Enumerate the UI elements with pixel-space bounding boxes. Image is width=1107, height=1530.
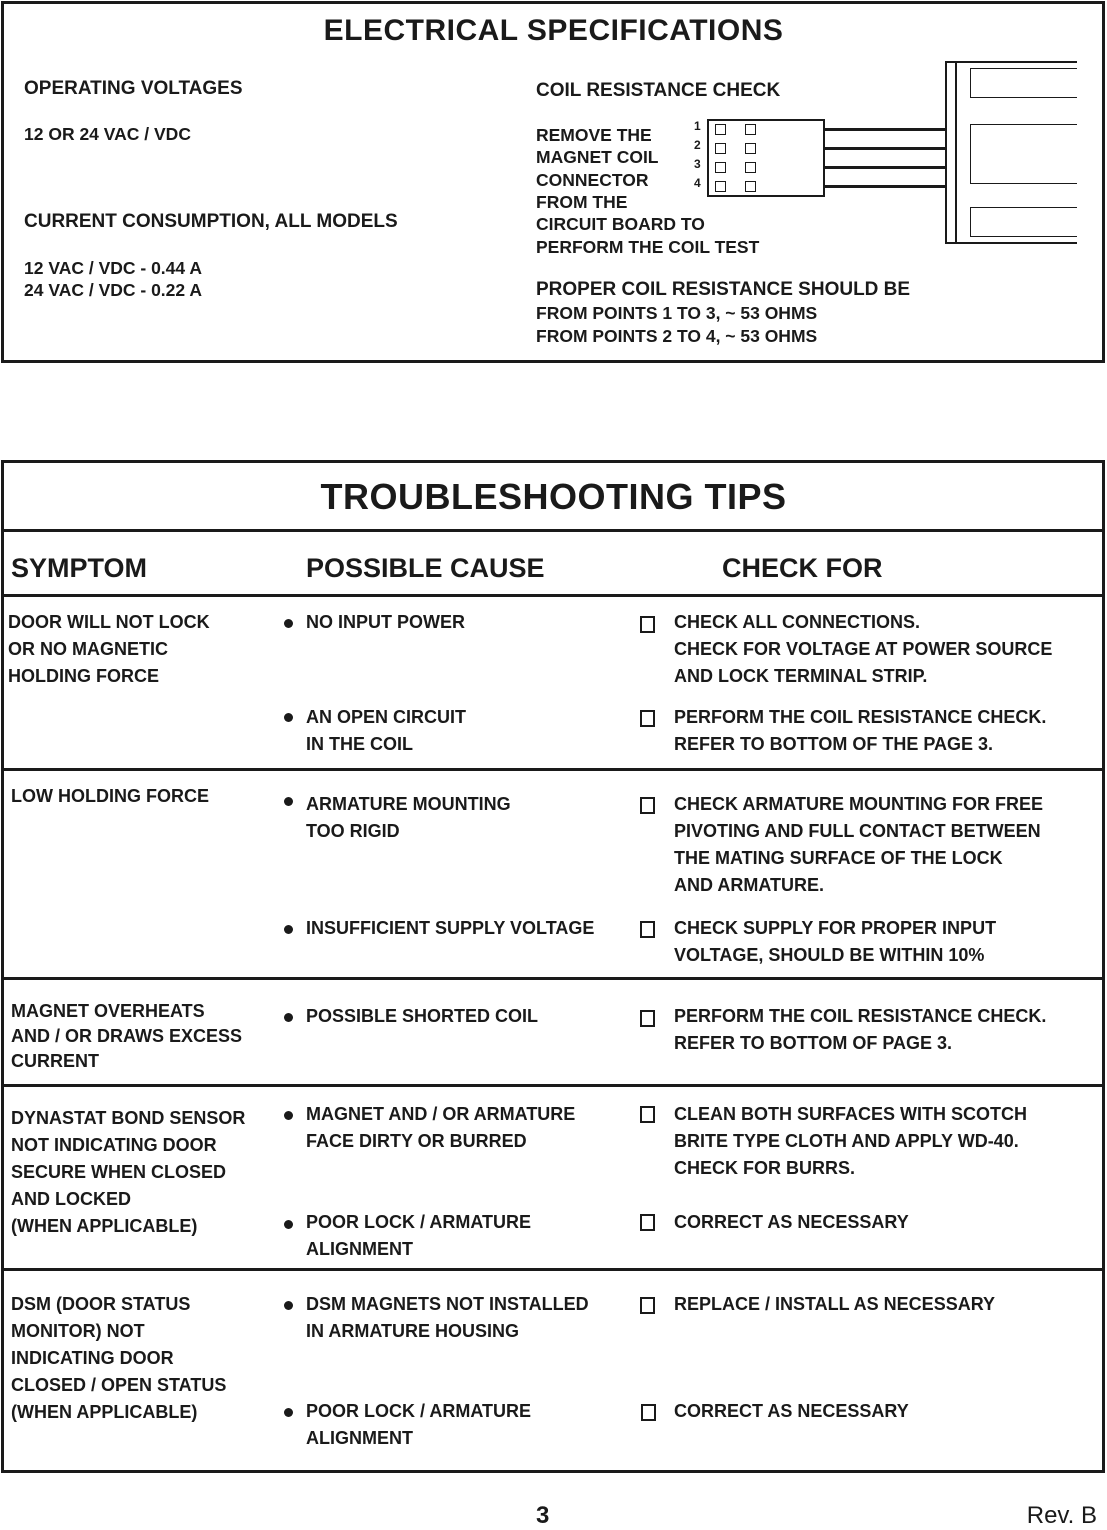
resistance-points-2-4: FROM POINTS 2 TO 4, ~ 53 OHMS (536, 326, 818, 346)
bullet-icon (284, 713, 293, 722)
symptom-cell: DYNASTAT BOND SENSOR NOT INDICATING DOOR SECURE WHEN CLOSED AND LOCKED (WHEN APPLICABLE) (11, 1108, 246, 1236)
troubleshooting-title: TROUBLESHOOTING TIPS (320, 476, 787, 517)
connector-wire (825, 128, 947, 131)
current-24v-value: 24 VAC / VDC - 0.22 A (24, 280, 202, 300)
operating-voltages-value: 12 OR 24 VAC / VDC (24, 124, 191, 144)
bullet-icon (284, 1111, 293, 1120)
coil-resistance-check-heading: COIL RESISTANCE CHECK (536, 80, 781, 101)
checkbox-icon (640, 1106, 655, 1123)
magnet-housing-inner-edge (955, 61, 957, 244)
coil-check-instruction-5: CIRCUIT BOARD TO (536, 214, 705, 234)
bullet-icon (284, 925, 293, 934)
divider (2, 594, 1102, 597)
divider (2, 1268, 1102, 1271)
connector-pin (745, 181, 756, 192)
connector-pin (715, 181, 726, 192)
cause-cell: INSUFFICIENT SUPPLY VOLTAGE (306, 918, 595, 938)
cause-cell: ARMATURE MOUNTING TOO RIGID (306, 794, 511, 841)
check-cell: CORRECT AS NECESSARY (674, 1212, 909, 1232)
symptom-column-header: SYMPTOM (11, 553, 148, 583)
checkbox-icon (640, 1010, 655, 1027)
checkbox-icon (640, 1297, 655, 1314)
current-consumption-heading: CURRENT CONSUMPTION, ALL MODELS (24, 211, 398, 232)
check-cell: REPLACE / INSTALL AS NECESSARY (674, 1294, 996, 1314)
divider (2, 768, 1102, 771)
divider (2, 977, 1102, 980)
cause-cell: DSM MAGNETS NOT INSTALLED IN ARMATURE HOUSING (306, 1294, 589, 1341)
check-cell: CHECK SUPPLY FOR PROPER INPUT VOLTAGE, SHOULD BE WITHIN 10% (674, 918, 997, 965)
connector-wire (825, 147, 947, 150)
pin-number-3: 3 (694, 157, 701, 171)
resistance-points-1-3: FROM POINTS 1 TO 3, ~ 53 OHMS (536, 303, 818, 323)
cause-cell: NO INPUT POWER (306, 612, 466, 632)
check-cell: CORRECT AS NECESSARY (674, 1401, 909, 1421)
checkbox-icon (640, 921, 655, 938)
divider (2, 1084, 1102, 1087)
pin-number-4: 4 (694, 176, 701, 190)
check-cell: PERFORM THE COIL RESISTANCE CHECK. REFER TO BOTTOM OF PAGE 3. (674, 1006, 1047, 1053)
cause-cell: POOR LOCK / ARMATURE ALIGNMENT (306, 1401, 531, 1448)
page-number: 3 (536, 1502, 550, 1529)
check-cell: PERFORM THE COIL RESISTANCE CHECK. REFER TO BOTTOM OF THE PAGE 3. (674, 707, 1047, 754)
symptom-cell: MAGNET OVERHEATS AND / OR DRAWS EXCESS CURRENT (11, 1001, 243, 1071)
checkbox-icon (640, 797, 655, 814)
bullet-icon (284, 1408, 293, 1417)
symptom-cell: DOOR WILL NOT LOCK OR NO MAGNETIC HOLDING FORCE (8, 612, 210, 686)
divider (2, 529, 1102, 532)
pin-number-1: 1 (694, 119, 701, 133)
connector-pin (715, 124, 726, 135)
cause-cell: MAGNET AND / OR ARMATURE FACE DIRTY OR BURRED (306, 1104, 576, 1151)
coil-check-instruction-1: REMOVE THE (536, 125, 652, 145)
checkbox-icon (640, 1214, 655, 1231)
bullet-icon (284, 1301, 293, 1310)
cause-cell: POOR LOCK / ARMATURE ALIGNMENT (306, 1212, 531, 1259)
coil-check-instruction-4: FROM THE (536, 192, 628, 212)
connector-wire (825, 166, 947, 169)
checkbox-icon (640, 616, 655, 633)
check-cell: CHECK ARMATURE MOUNTING FOR FREE PIVOTING AND FULL CONTACT BETWEEN THE MATING SURFACE OF THE LOCK AND ARMATURE. (674, 794, 1043, 895)
cause-cell: AN OPEN CIRCUIT IN THE COIL (306, 707, 467, 754)
symptom-cell: DSM (DOOR STATUS MONITOR) NOT INDICATING DOOR CLOSED / OPEN STATUS (WHEN APPLICABLE) (11, 1294, 227, 1422)
connector-pin (745, 124, 756, 135)
cause-cell: POSSIBLE SHORTED COIL (306, 1006, 539, 1026)
check-cell: CHECK ALL CONNECTIONS. CHECK FOR VOLTAGE AT POWER SOURCE AND LOCK TERMINAL STRIP. (674, 612, 1053, 686)
bullet-icon (284, 1220, 293, 1229)
coil-check-instruction-6: PERFORM THE COIL TEST (536, 237, 760, 257)
current-12v-value: 12 VAC / VDC - 0.44 A (24, 258, 202, 278)
checkbox-icon (640, 710, 655, 727)
operating-voltages-heading: OPERATING VOLTAGES (24, 78, 243, 99)
magnet-slot (970, 207, 1077, 237)
connector-wire (825, 185, 947, 188)
connector-pin (715, 143, 726, 154)
magnet-slot (970, 124, 1077, 184)
revision-label: Rev. B (1026, 1502, 1097, 1529)
pin-number-2: 2 (694, 138, 701, 152)
possible-cause-column-header: POSSIBLE CAUSE (306, 553, 545, 583)
proper-coil-resistance-heading: PROPER COIL RESISTANCE SHOULD BE (536, 279, 911, 300)
connector-pin (745, 162, 756, 173)
bullet-icon (284, 619, 293, 628)
check-for-column-header: CHECK FOR (722, 553, 883, 583)
magnet-slot (970, 68, 1077, 98)
coil-check-instruction-2: MAGNET COIL (536, 147, 659, 167)
check-cell: CLEAN BOTH SURFACES WITH SCOTCH BRITE TYPE CLOTH AND APPLY WD-40. CHECK FOR BURRS. (674, 1104, 1027, 1178)
symptom-cell: LOW HOLDING FORCE (11, 786, 209, 806)
bullet-icon (284, 1013, 293, 1022)
checkbox-icon (641, 1404, 656, 1421)
connector-pin (715, 162, 726, 173)
connector-pin (745, 143, 756, 154)
coil-check-instruction-3: CONNECTOR (536, 170, 649, 190)
bullet-icon (284, 797, 293, 806)
electrical-specifications-title: ELECTRICAL SPECIFICATIONS (323, 14, 784, 47)
